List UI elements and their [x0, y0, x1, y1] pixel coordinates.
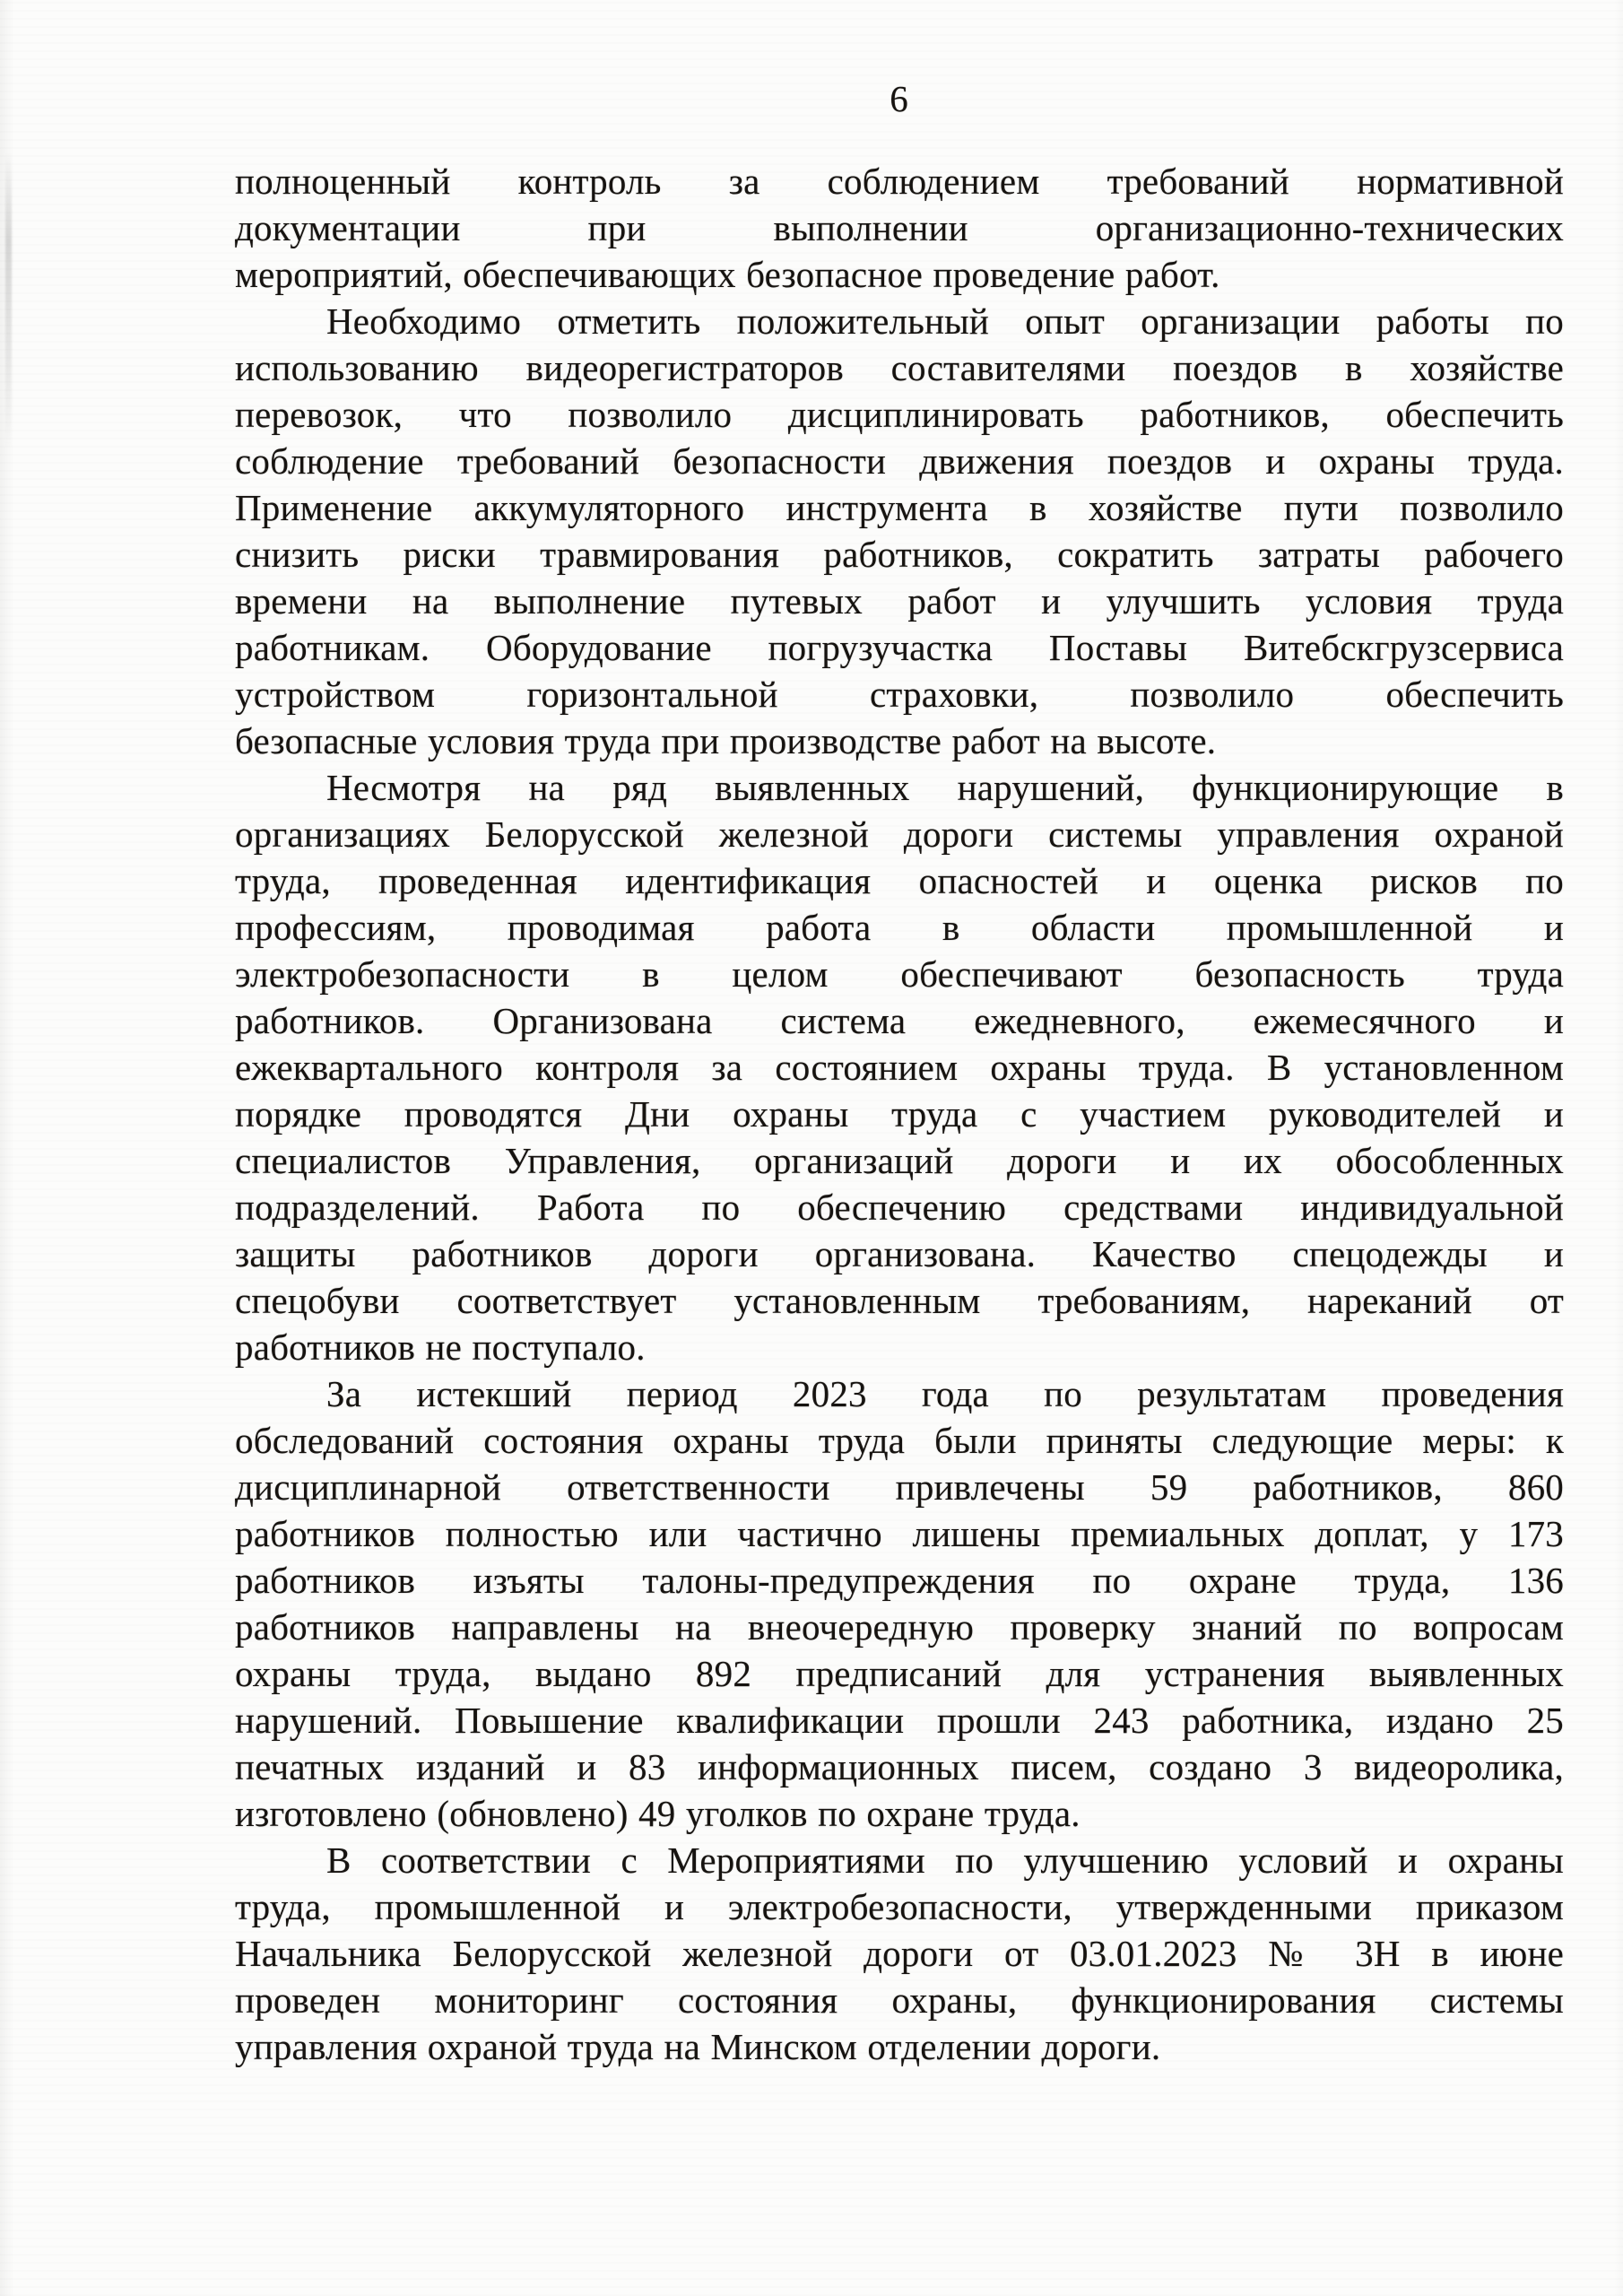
text-line: дисциплинарной ответственности привлечены 59 работников, 860: [235, 1466, 1564, 1508]
text-line: соблюдение требований безопасности движения поездов и охраны труда.: [235, 440, 1564, 482]
text-line: устройством горизонтальной страховки, позволило обеспечить: [235, 674, 1564, 715]
document-body: [235, 158, 1564, 2070]
text-line: подразделений. Работа по обеспечению средствами индивидуальной: [235, 1187, 1564, 1228]
text-line: Начальника Белорусской железной дороги от 03.01.2023 № 3Н в июне: [235, 1933, 1564, 1974]
page-content: [235, 0, 1564, 2070]
text-line: документации при выполнении организационно-технических: [235, 207, 1564, 248]
text-line: нарушений. Повышение квалификации прошли 243 работника, издано 25: [235, 1700, 1564, 1741]
text-line: снизить риски травмирования работников, сократить затраты рабочего: [235, 534, 1564, 575]
paragraph: [235, 1370, 1564, 1837]
text-line: специалистов Управления, организаций дороги и их обособленных: [235, 1140, 1564, 1181]
text-line: работников направлены на внеочередную проверку знаний по вопросам: [235, 1606, 1564, 1648]
page-number: 6: [890, 78, 909, 119]
text-line: защиты работников дороги организована. Качество спецодежды и: [235, 1233, 1564, 1274]
scan-streak-artifact: [5, 152, 12, 448]
text-line: безопасные условия труда при производстве работ на высоте.: [235, 720, 1217, 761]
text-line: ежеквартального контроля за состоянием охраны труда. В установленном: [235, 1047, 1564, 1088]
text-line: перевозок, что позволило дисциплинировать работников, обеспечить: [235, 394, 1564, 435]
text-line: работников изъяты талоны-предупреждения по охране труда, 136: [235, 1560, 1564, 1601]
text-line: Несмотря на ряд выявленных нарушений, функционирующие в: [326, 767, 1564, 808]
text-line: времени на выполнение путевых работ и улучшить условия труда: [235, 580, 1564, 622]
text-line: В соответствии с Мероприятиями по улучшению условий и охраны: [326, 1839, 1564, 1881]
text-line: работников не поступало.: [235, 1326, 646, 1368]
text-line: обследований состояния охраны труда были приняты следующие меры: к: [235, 1420, 1564, 1461]
text-line: спецобуви соответствует установленным требованиям, нареканий от: [235, 1280, 1564, 1321]
text-line: электробезопасности в целом обеспечивают безопасность труда: [235, 953, 1564, 995]
paragraph: [235, 298, 1564, 764]
text-line: управления охраной труда на Минском отделении дороги.: [235, 2026, 1161, 2067]
text-line: мероприятий, обеспечивающих безопасное проведение работ.: [235, 254, 1220, 295]
text-line: организациях Белорусской железной дороги системы управления охраной: [235, 813, 1564, 855]
paragraph: [235, 764, 1564, 1370]
text-line: печатных изданий и 83 информационных писем, создано 3 видеоролика,: [235, 1746, 1564, 1787]
text-line: охраны труда, выдано 892 предписаний для устранения выявленных: [235, 1653, 1564, 1694]
text-line: работников полностью или частично лишены премиальных доплат, у 173: [235, 1513, 1564, 1554]
text-line: работников. Организована система ежедневного, ежемесячного и: [235, 1000, 1564, 1041]
text-line: работникам. Оборудование погрузучастка Поставы Витебскгрузсервиса: [235, 627, 1564, 668]
paragraph: [235, 158, 1564, 298]
text-line: Необходимо отметить положительный опыт организации работы по: [326, 300, 1564, 342]
text-line: Применение аккумуляторного инструмента в хозяйстве пути позволило: [235, 487, 1564, 528]
text-line: За истекший период 2023 года по результатам проведения: [326, 1373, 1564, 1414]
text-line: порядке проводятся Дни охраны труда с участием руководителей и: [235, 1093, 1564, 1135]
text-line: проведен мониторинг состояния охраны, функционирования системы: [235, 1979, 1564, 2021]
text-line: полноценный контроль за соблюдением требований нормативной: [235, 161, 1564, 202]
text-line: профессиям, проводимая работа в области промышленной и: [235, 907, 1564, 948]
text-line: труда, промышленной и электробезопасности, утвержденными приказом: [235, 1886, 1564, 1927]
paragraph: [235, 1837, 1564, 2070]
text-line: труда, проведенная идентификация опасностей и оценка рисков по: [235, 860, 1564, 901]
text-line: использованию видеорегистраторов составителями поездов в хозяйстве: [235, 347, 1564, 388]
text-line: изготовлено (обновлено) 49 уголков по охране труда.: [235, 1793, 1081, 1834]
